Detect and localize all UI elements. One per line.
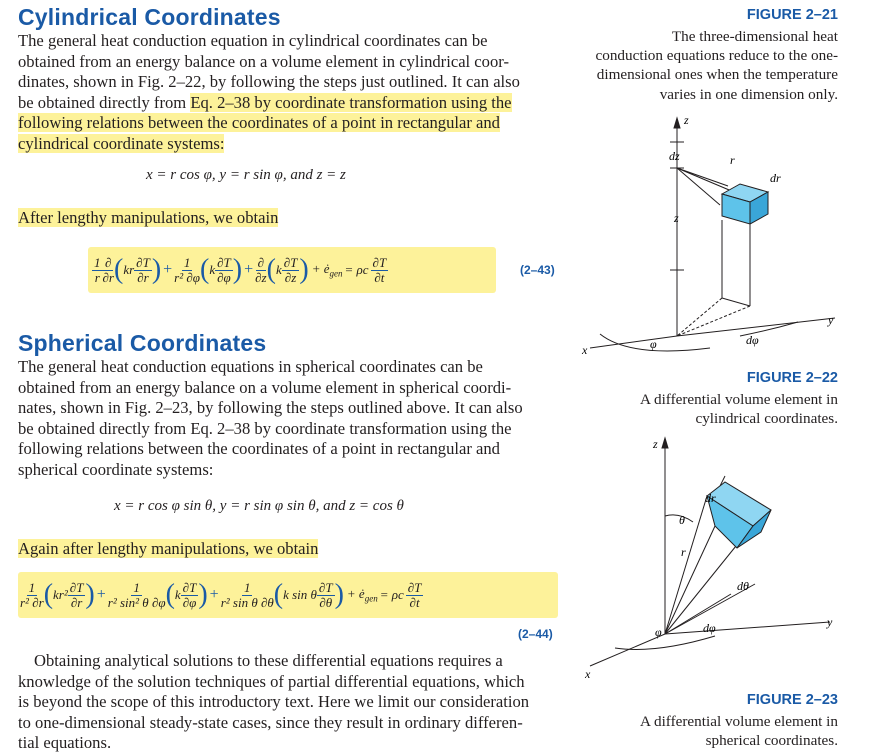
dphi-label: dφ [703, 621, 716, 635]
figure-2-23-title: FIGURE 2–23 [746, 692, 838, 708]
radius-line [665, 496, 707, 634]
r-label: r [681, 545, 686, 559]
para-line: Obtaining analytical solutions to these differential equations requires a [34, 651, 503, 670]
z-label: z [674, 211, 679, 225]
r-label: r [730, 153, 735, 167]
equation-2-43: $\frac{1}{r}$ $\frac{\partial}{\partial r}$ ( kr $\frac{\partial T}{\partial r}$ ) + $\frac{1}{\text{r² ∂φ}}$ ( k $\frac{\partial T}{\partial\varphi}$ ) + $\frac{\partial}{\partial z}$ ( k $\frac{\partial T}{\partial z}$ ) + $ė_{gen}$ = ρc $\frac{\partial T}{\partial t}$ [88, 247, 496, 293]
figure-2-22-caption [558, 390, 838, 428]
y-axis-line [665, 622, 830, 634]
figure-2-23-diagram [575, 436, 870, 686]
frac: $\frac{1}{\text{r² sin θ ∂θ}}$ [220, 579, 274, 610]
frac: $\frac{1}{\text{r² ∂r}}$ [20, 579, 44, 610]
para-line: is beyond the scope of this introductory text. Here we limit our consideration [18, 692, 530, 712]
frac: $\frac{\partial T}{\partial z}$ [283, 254, 298, 285]
gen-term: + $ė_{gen}$ [311, 261, 343, 279]
z-axis-label: z [684, 113, 689, 127]
frac: $\frac{1}{r}$ [94, 254, 101, 285]
frac: $\frac{\partial}{\partial r}$ [102, 254, 114, 285]
caption-line: conduction equations reduce to the one- [595, 47, 838, 65]
frac: $\frac{\partial T}{\partial\varphi}$ [182, 579, 197, 610]
radius-line [665, 526, 715, 634]
equals-rhocp: = ρc [344, 262, 369, 277]
term: k [174, 587, 181, 602]
phi-label: φ [655, 625, 662, 639]
frac: $\frac{\partial}{\partial z}$ [255, 254, 267, 285]
figure-2-21-title: FIGURE 2–21 [746, 7, 838, 23]
cylindrical-relations: x = r cos φ, y = r sin φ, and z = z [146, 167, 346, 183]
term: k sin θ [283, 587, 317, 602]
equation-2-44: $\frac{1}{\text{r² ∂r}}$ ( kr² $\frac{\partial T}{\partial r}$ ) + $\frac{1}{\text{r² sin² θ ∂φ}}$ ( k $\frac{\partial T}{\partial\varphi}$ ) + $\frac{1}{\text{r² sin θ ∂θ}}$ ( k sin θ $\frac{\partial T}{\partial\theta}$ ) + $ė_{gen}$ = ρc $\frac{\partial T}{\partial t}$ [18, 572, 558, 618]
highlight: Again after lengthy manipulations, we obtain [18, 539, 319, 558]
equation-number-2-43: (2–43) [520, 263, 555, 277]
highlight: After lengthy manipulations, we obtain [18, 208, 279, 227]
x-axis-label: x [582, 343, 588, 357]
para-line: to one-dimensional steady-state cases, since they result in ordinary differen- [18, 712, 523, 732]
para-line: knowledge of the solution techniques of partial differential equations, which [18, 671, 525, 691]
sph-after-text [18, 539, 318, 560]
caption-line: spherical coordinates. [705, 732, 838, 750]
dr-label: dr [770, 171, 781, 185]
dr-label: dr [705, 491, 716, 505]
closing-paragraph [18, 651, 559, 754]
term: kr² [53, 587, 68, 602]
spherical-paragraph [18, 357, 559, 481]
arrow-head-icon [674, 118, 680, 128]
dphi-label: dφ [746, 333, 759, 347]
para-line: be obtained directly from Eq. 2–38 by coordinate transformation using the [18, 418, 512, 438]
figure-2-22-title: FIGURE 2–22 [746, 370, 838, 386]
para-line [18, 134, 559, 155]
highlight: Eq. 2–38 by coordinate transformation using the [190, 92, 512, 112]
caption-line: A differential volume element in [640, 713, 838, 730]
frac: $\frac{1}{\text{r² ∂φ}}$ [174, 254, 200, 285]
phi-arc [615, 636, 715, 650]
theta-label: θ [679, 513, 685, 527]
caption-line: dimensional ones when the temperature [596, 66, 838, 84]
frac: $\frac{\partial T}{\partial r}$ [69, 579, 84, 610]
para-line: obtained from an energy balance on a volume element in spherical coordi- [18, 377, 512, 397]
term: kr [123, 262, 135, 277]
phi-label: φ [650, 337, 657, 351]
z-axis-label: z [653, 437, 658, 451]
para-line: The general heat conduction equation in cylindrical coordinates can be [18, 31, 488, 50]
para-text: be obtained directly from [18, 92, 191, 112]
arrow-head-icon [662, 438, 668, 448]
para-line: dinates, shown in Fig. 2–22, by following the steps just outlined. It can also [18, 72, 520, 92]
equation-number-2-44: (2–44) [518, 627, 553, 641]
para-line [18, 93, 559, 114]
frac: $\frac{\partial T}{\partial t}$ [372, 254, 387, 285]
volume-element-cube [722, 184, 768, 224]
term: k [209, 262, 216, 277]
section-title-cylindrical: Cylindrical Coordinates [18, 4, 281, 30]
para-line: obtained from an energy balance on a volume element in cylindrical coor- [18, 51, 509, 71]
projection-line [677, 298, 722, 336]
caption-line: A differential volume element in [640, 391, 838, 408]
section-title-spherical: Spherical Coordinates [18, 330, 267, 356]
caption-line: The three-dimensional heat [671, 28, 838, 45]
para-line: The general heat conduction equations in spherical coordinates can be [18, 357, 483, 376]
caption-line: cylindrical coordinates. [695, 410, 838, 428]
frac: $\frac{1}{\text{r² sin² θ ∂φ}}$ [107, 579, 166, 610]
term: k [275, 262, 282, 277]
para-line [18, 113, 559, 134]
figure-2-21-caption [558, 27, 838, 104]
highlight: cylindrical coordinate systems: [18, 133, 225, 153]
dtheta-label: dθ [737, 579, 749, 593]
gen-term: + $ė_{gen}$ [346, 586, 378, 604]
radius-line [677, 168, 720, 205]
frac: $\frac{\partial T}{\partial\theta}$ [318, 579, 333, 610]
equals-rhocp: = ρc [379, 587, 404, 602]
y-axis-label: y [828, 313, 834, 327]
para-line: tial equations. [18, 733, 112, 753]
frac: $\frac{\partial T}{\partial r}$ [136, 254, 150, 285]
para-line: following relations between the coordinates of a point in rectangular and [18, 439, 500, 459]
highlight: following relations between the coordinates of a point in rectangular and [18, 113, 500, 133]
dz-label: dz [669, 149, 680, 163]
frac: $\frac{\partial T}{\partial t}$ [407, 579, 422, 610]
x-axis-line [590, 336, 677, 348]
cyl-after-text [18, 208, 278, 229]
base-line [722, 298, 750, 306]
x-axis-line [590, 634, 665, 666]
caption-line: varies in one dimension only. [659, 85, 838, 103]
para-line: spherical coordinate systems: [18, 459, 214, 479]
figure-2-23-caption [558, 712, 838, 750]
y-axis-label: y [827, 615, 833, 629]
volume-element-wedge [707, 482, 771, 548]
figure-2-22-diagram [570, 108, 870, 363]
cylindrical-paragraph [18, 31, 559, 155]
spherical-relations: x = r cos φ sin θ, y = r sin φ sin θ, and z = cos θ [114, 498, 404, 514]
x-axis-label: x [585, 667, 591, 681]
para-line: nates, shown in Fig. 2–23, by following the steps outlined above. It can also [18, 398, 523, 418]
frac: $\frac{\partial T}{\partial\varphi}$ [217, 254, 231, 285]
